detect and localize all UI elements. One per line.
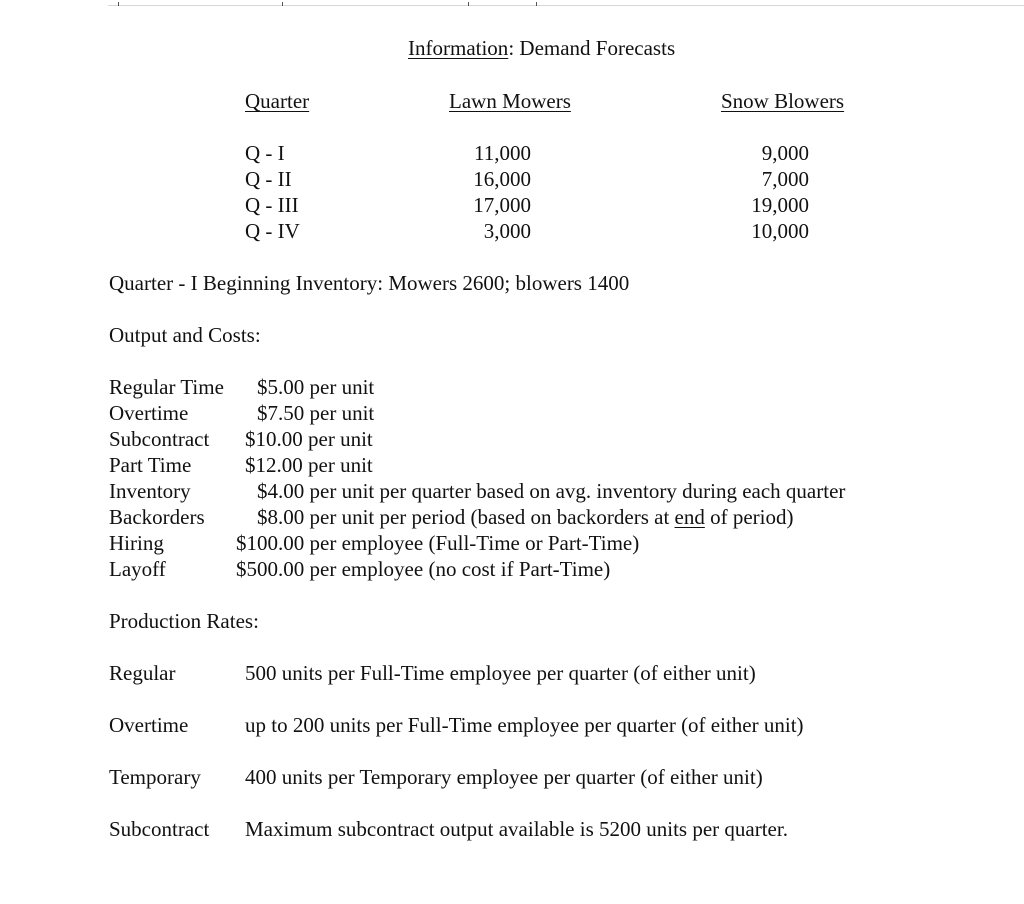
title-rest: Demand Forecasts [519, 36, 676, 60]
cost-label: Layoff [109, 557, 166, 581]
cost-value: $10.00 per unit [245, 427, 373, 451]
header-snow-blowers: Snow Blowers [721, 89, 845, 113]
cost-value: $500.00 per employee (no cost if Part-Time) [236, 557, 611, 581]
cropped-text-fragment [536, 2, 537, 6]
row-lawn-mowers: 11,000 [474, 141, 531, 165]
cost-label: Hiring [109, 531, 164, 555]
rate-value: Maximum subcontract output available is 5200 units per quarter. [245, 817, 788, 841]
cost-value: $7.50 per unit [257, 401, 375, 425]
cost-label: Regular Time [109, 375, 224, 399]
cost-value: $100.00 per employee (Full-Time or Part-Time) [236, 531, 640, 555]
cropped-text-fragment [282, 2, 283, 6]
beginning-inventory: Quarter - I Beginning Inventory: Mowers 2600; blowers 1400 [109, 271, 630, 295]
row-snow-blowers: 7,000 [761, 167, 809, 191]
title-prefix: Information [408, 36, 509, 60]
rate-value: up to 200 units per Full-Time employee per quarter (of either unit) [245, 713, 804, 737]
row-lawn-mowers: 17,000 [473, 193, 531, 217]
cost-value: $4.00 per unit per quarter based on avg. inventory during each quarter [257, 479, 846, 503]
rate-value: 400 units per Temporary employee per quarter (of either unit) [245, 765, 763, 789]
row-lawn-mowers: 3,000 [483, 219, 531, 243]
row-quarter: Q - III [245, 193, 299, 217]
cost-label: Subcontract [109, 427, 210, 451]
cost-label: Inventory [109, 479, 191, 503]
cropped-text-fragment [468, 2, 469, 6]
row-snow-blowers: 10,000 [751, 219, 809, 243]
cropped-text-fragment [118, 2, 119, 6]
rate-label: Temporary [109, 765, 201, 789]
page-top-rule [108, 5, 1024, 6]
row-quarter: Q - IV [245, 219, 300, 243]
rate-value: 500 units per Full-Time employee per quarter (of either unit) [245, 661, 756, 685]
cost-value-after: of period) [704, 505, 794, 529]
rate-label: Overtime [109, 713, 189, 737]
cost-label: Backorders [109, 505, 205, 529]
row-lawn-mowers: 16,000 [473, 167, 531, 191]
cost-value: $5.00 per unit [257, 375, 375, 399]
cost-value-underlined: end [674, 505, 705, 529]
production-rates-heading: Production Rates: [109, 609, 259, 633]
cost-value [257, 507, 794, 528]
row-quarter: Q - I [245, 141, 285, 165]
row-snow-blowers: 9,000 [761, 141, 809, 165]
cost-value-before: $8.00 per unit per period (based on backorders at [257, 505, 675, 529]
cost-value: $12.00 per unit [245, 453, 373, 477]
rate-label: Subcontract [109, 817, 210, 841]
cost-label: Part Time [109, 453, 192, 477]
header-lawn-mowers: Lawn Mowers [449, 89, 571, 113]
row-quarter: Q - II [245, 167, 292, 191]
output-costs-heading: Output and Costs: [109, 323, 261, 347]
rate-label: Regular [109, 661, 176, 685]
row-snow-blowers: 19,000 [751, 193, 809, 217]
header-quarter: Quarter [245, 89, 310, 113]
title-colon: : [508, 36, 515, 60]
cost-label: Overtime [109, 401, 189, 425]
page-title [408, 38, 675, 59]
